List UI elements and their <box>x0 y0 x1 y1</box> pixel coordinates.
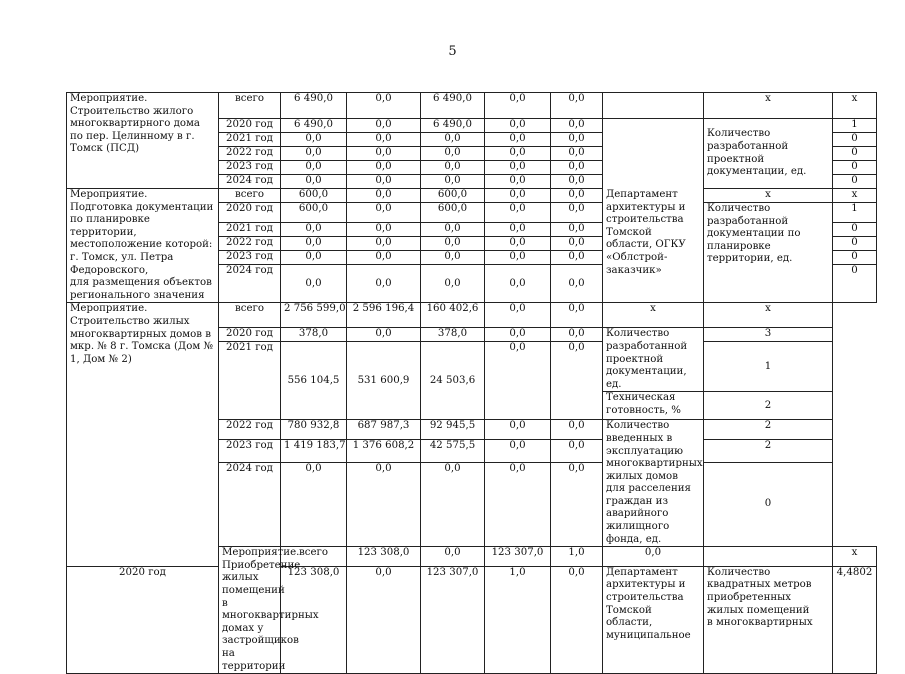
value-cell: 0,0 <box>551 93 603 119</box>
value-cell: 687 987,3 <box>347 420 421 440</box>
value-cell: 0,0 <box>281 161 347 175</box>
value-cell: 0,0 <box>421 161 485 175</box>
indicator-cell: Количество квадратных метров приобретенных жилых помещений в многоквартирных <box>704 566 833 673</box>
value-cell: 0,0 <box>485 265 551 303</box>
value-cell: 0,0 <box>485 147 551 161</box>
measure-label: Мероприятие. Приобретение жилых помещений в многоквартирных домах у застройщиков на территории <box>219 547 281 674</box>
table-row <box>67 93 877 119</box>
value-cell: 0,0 <box>485 223 551 237</box>
value-cell: 0,0 <box>485 342 551 420</box>
year-cell: 2020 год <box>219 203 281 223</box>
value-cell: 0,0 <box>281 223 347 237</box>
value-cell: 160 402,6 <box>421 303 485 328</box>
value-cell: 0,0 <box>551 203 603 223</box>
value-cell: 92 945,5 <box>421 420 485 440</box>
value-cell: 123 308,0 <box>281 566 347 673</box>
qty-cell: 0 <box>704 462 833 547</box>
qty-cell: 0 <box>833 251 877 265</box>
value-cell: 0,0 <box>281 237 347 251</box>
indicator-cell: Техническая готовность, % <box>603 392 704 420</box>
value-cell: 0,0 <box>551 223 603 237</box>
measure-label: Мероприятие. Подготовка документации по планировке территории, местоположение которой: г. Томск, ул. Петра Федоровского, для размещения объектов регионального значения <box>67 189 219 303</box>
value-cell: 0,0 <box>485 189 551 203</box>
value-cell: 6 490,0 <box>281 119 347 133</box>
qty-cell: х <box>833 93 877 119</box>
value-cell: 0,0 <box>281 251 347 265</box>
year-cell: 2021 год <box>219 223 281 237</box>
year-cell: 2020 год <box>219 119 281 133</box>
value-cell: 123 307,0 <box>421 566 485 673</box>
indicator-cell: х <box>704 189 833 203</box>
qty-cell: 0 <box>833 265 877 303</box>
value-cell: 1,0 <box>485 566 551 673</box>
year-cell: 2020 год <box>219 328 281 342</box>
value-cell: 0,0 <box>347 223 421 237</box>
year-cell: 2021 год <box>219 342 281 420</box>
value-cell: 0,0 <box>281 133 347 147</box>
qty-cell: 1 <box>833 119 877 133</box>
measure-label: Мероприятие. Строительство жилых многоквартирных домов в мкр. № 8 г. Томска (Дом № 1, Дом № 2) <box>67 303 219 567</box>
qty-cell: 3 <box>704 328 833 342</box>
value-cell: 123 308,0 <box>347 547 421 567</box>
value-cell: 0,0 <box>347 237 421 251</box>
value-cell: 0,0 <box>421 251 485 265</box>
value-cell: 0,0 <box>347 147 421 161</box>
value-cell: 6 490,0 <box>421 93 485 119</box>
indicator-cell: х <box>603 303 704 328</box>
value-cell: 0,0 <box>421 175 485 189</box>
qty-cell: 1 <box>833 203 877 223</box>
value-cell: 0,0 <box>347 251 421 265</box>
value-cell: 0,0 <box>551 161 603 175</box>
value-cell: 0,0 <box>551 440 603 463</box>
qty-cell: 1 <box>704 342 833 392</box>
value-cell: 0,0 <box>551 420 603 440</box>
value-cell: 0,0 <box>485 161 551 175</box>
value-cell: 0,0 <box>485 133 551 147</box>
year-cell: 2020 год <box>67 566 219 673</box>
value-cell: 0,0 <box>281 462 347 547</box>
value-cell: 123 307,0 <box>485 547 551 567</box>
qty-cell: 0 <box>833 237 877 251</box>
value-cell: 1 419 183,7 <box>281 440 347 463</box>
indicator-cell: Количество введенных в эксплуатацию многоквартирных жилых домов для расселения граждан из аварийного жилищного фонда, ед. <box>603 420 704 547</box>
indicator-cell: х <box>704 93 833 119</box>
indicator-cell: Количество разработанной проектной документации, ед. <box>704 119 833 189</box>
program-table <box>66 92 877 674</box>
value-cell: 600,0 <box>281 203 347 223</box>
value-cell: 0,0 <box>347 462 421 547</box>
value-cell: 0,0 <box>551 175 603 189</box>
value-cell: 0,0 <box>551 237 603 251</box>
value-cell: 600,0 <box>281 189 347 203</box>
value-cell: 0,0 <box>421 462 485 547</box>
value-cell: 42 575,5 <box>421 440 485 463</box>
qty-cell: 0 <box>833 175 877 189</box>
value-cell: 2 756 599,0 <box>281 303 347 328</box>
value-cell: 0,0 <box>347 265 421 303</box>
year-cell: всего <box>281 547 347 567</box>
value-cell: 6 490,0 <box>281 93 347 119</box>
value-cell: 24 503,6 <box>421 342 485 420</box>
executor-cell <box>603 93 704 119</box>
year-cell: 2021 год <box>219 133 281 147</box>
value-cell: 0,0 <box>485 328 551 342</box>
year-cell: 2023 год <box>219 440 281 463</box>
value-cell: 0,0 <box>551 342 603 420</box>
qty-cell: 0 <box>833 147 877 161</box>
year-cell: всего <box>219 93 281 119</box>
value-cell: 0,0 <box>485 119 551 133</box>
value-cell: 0,0 <box>421 223 485 237</box>
qty-cell: 0 <box>833 133 877 147</box>
executor-cell <box>704 547 833 567</box>
value-cell: 531 600,9 <box>347 342 421 420</box>
value-cell: 0,0 <box>551 251 603 265</box>
indicator-cell: Количество разработанной документации по планировке территории, ед. <box>704 203 833 303</box>
qty-cell: 2 <box>704 420 833 440</box>
value-cell: 1 376 608,2 <box>347 440 421 463</box>
value-cell: 0,0 <box>347 119 421 133</box>
year-cell: 2023 год <box>219 161 281 175</box>
qty-cell: х <box>704 303 833 328</box>
value-cell: 0,0 <box>485 237 551 251</box>
value-cell: 6 490,0 <box>421 119 485 133</box>
indicator-cell: х <box>833 547 877 567</box>
executor-text: Департамент архитектуры и строительства Томской области, ОГКУ «Облстрой-заказчик» <box>606 189 686 276</box>
value-cell: 0,0 <box>347 93 421 119</box>
qty-cell: 2 <box>704 440 833 463</box>
value-cell: 0,0 <box>347 328 421 342</box>
executor-cell <box>603 119 704 303</box>
value-cell: 0,0 <box>485 440 551 463</box>
value-cell: 0,0 <box>485 251 551 265</box>
value-cell: 0,0 <box>281 265 347 303</box>
value-cell: 0,0 <box>485 175 551 189</box>
value-cell: 0,0 <box>551 328 603 342</box>
value-cell: 0,0 <box>347 175 421 189</box>
value-cell: 0,0 <box>347 566 421 673</box>
measure-label: Мероприятие. Строительство жилого многоквартирного дома по пер. Целинному в г. Томск (ПСД) <box>67 93 219 189</box>
value-cell: 600,0 <box>421 203 485 223</box>
value-cell: 378,0 <box>421 328 485 342</box>
value-cell: 0,0 <box>347 161 421 175</box>
value-cell: 0,0 <box>421 133 485 147</box>
value-cell: 556 104,5 <box>281 342 347 420</box>
value-cell: 0,0 <box>551 265 603 303</box>
value-cell: 600,0 <box>421 189 485 203</box>
year-cell: 2024 год <box>219 462 281 547</box>
value-cell: 0,0 <box>551 303 603 328</box>
year-cell: 2023 год <box>219 251 281 265</box>
executor-cell: Департамент архитектуры и строительства Томской области, муниципальное <box>603 566 704 673</box>
year-cell: 2022 год <box>219 237 281 251</box>
value-cell: 0,0 <box>421 265 485 303</box>
value-cell: 0,0 <box>347 133 421 147</box>
value-cell: 0,0 <box>485 93 551 119</box>
value-cell: 2 596 196,4 <box>347 303 421 328</box>
year-cell: всего <box>219 189 281 203</box>
value-cell: 0,0 <box>551 147 603 161</box>
value-cell: 0,0 <box>551 462 603 547</box>
value-cell: 0,0 <box>551 566 603 673</box>
value-cell: 0,0 <box>485 420 551 440</box>
table-row <box>67 189 877 203</box>
page-number: 5 <box>448 44 457 59</box>
qty-cell: 2 <box>704 392 833 420</box>
value-cell: 0,0 <box>421 547 485 567</box>
qty-cell: х <box>833 189 877 203</box>
value-cell: 0,0 <box>485 462 551 547</box>
indicator-cell: Количество разработанной проектной документации, ед. <box>603 328 704 392</box>
value-cell: 0,0 <box>551 133 603 147</box>
value-cell: 780 932,8 <box>281 420 347 440</box>
value-cell: 1,0 <box>551 547 603 567</box>
year-cell: 2022 год <box>219 420 281 440</box>
value-cell: 0,0 <box>551 119 603 133</box>
year-cell: всего <box>219 303 281 328</box>
qty-cell: 4,4802 <box>833 566 877 673</box>
qty-cell: 0 <box>833 161 877 175</box>
year-cell: 2024 год <box>219 265 281 303</box>
value-cell: 0,0 <box>347 189 421 203</box>
table-row <box>67 566 877 673</box>
value-cell: 0,0 <box>281 147 347 161</box>
value-cell: 0,0 <box>485 303 551 328</box>
value-cell: 0,0 <box>421 237 485 251</box>
value-cell: 0,0 <box>485 203 551 223</box>
year-cell: 2024 год <box>219 175 281 189</box>
value-cell: 378,0 <box>281 328 347 342</box>
value-cell: 0,0 <box>347 203 421 223</box>
value-cell: 0,0 <box>421 147 485 161</box>
year-cell: 2022 год <box>219 147 281 161</box>
table-row <box>67 303 877 328</box>
value-cell: 0,0 <box>281 175 347 189</box>
qty-cell: 0 <box>833 223 877 237</box>
value-cell: 0,0 <box>551 189 603 203</box>
value-cell: 0,0 <box>603 547 704 567</box>
